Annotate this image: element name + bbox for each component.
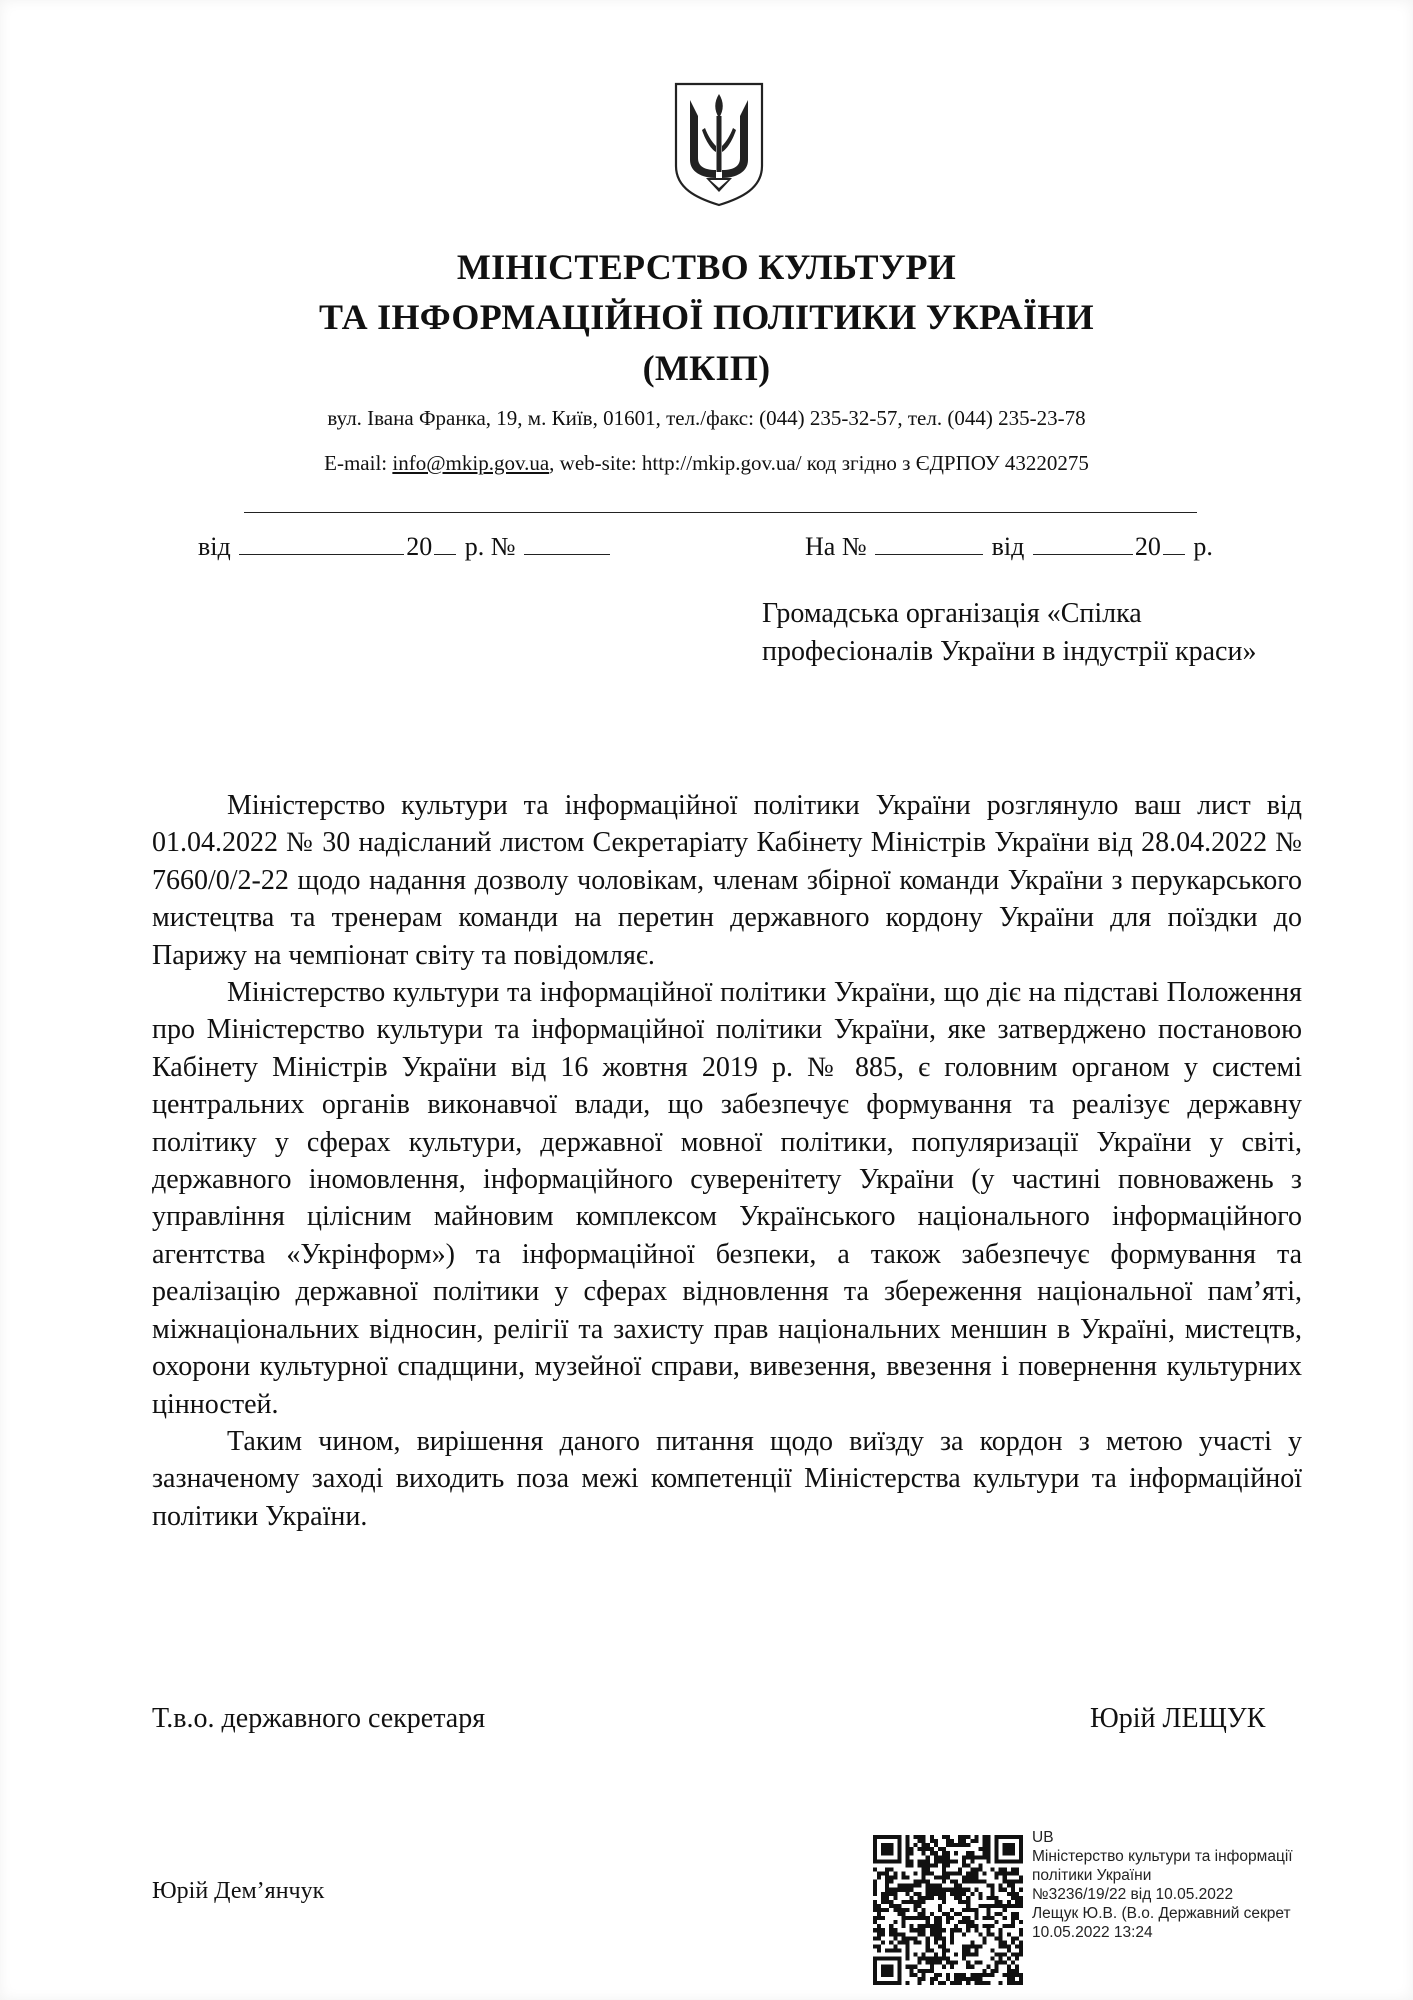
email-label: E-mail: bbox=[324, 451, 393, 475]
stamp-org-line1: Міністерство культури та інформації bbox=[1032, 1848, 1293, 1865]
body-paragraph-1: Міністерство культури та інформаційної політики України розглянуло ваш лист від 01.04.2022 № 30 надісланий листом Секретаріату Кабінету Міністрів України від 28.04.2022 № 7660/0/2-22 щодо надання дозволу чоловікам, членам збірної команди України з перукарського мистецтва та тренерам команди на перетин державного кордону України для поїздки до Парижу на чемпіонат світу та повідомляє. bbox=[152, 790, 1302, 971]
body-paragraph-2: Міністерство культури та інформаційної політики України, що діє на підставі Положення про Міністерство культури та інформаційної політики України, яке затверджено постановою Кабінету Міністрів України від 16 жовтня 2019 р. № 885, є головним органом у системі центральних органів виконавчої влади, що забезпечує формування та реалізує державну політику у сферах культури, державної мовної політики, популяризації України у світі, державного іномовлення, інформаційного суверенітету України (у частині повноважень з управління цілісним майновим комплексом Українського національного інформаційного агентства «Укрінформ») та інформаційної безпеки, а також забезпечує формування та реалізацію державної політики у сферах відновлення та збереження національної пам’яті, міжнаціональних відносин, релігії та захисту прав національних меншин в Україні, мистецтв, охорони культурної спадщини, музейної справи, вивезення, ввезення і повернення культурних цінностей. bbox=[152, 977, 1302, 1420]
ministry-abbreviation: (МКІП) bbox=[642, 348, 771, 388]
number-blank bbox=[524, 532, 610, 555]
header-divider bbox=[244, 512, 1197, 513]
outgoing-reference bbox=[198, 532, 612, 562]
signatory-name: Юрій ЛЕЩУК bbox=[1090, 1703, 1266, 1734]
date-blank bbox=[239, 532, 404, 555]
year-prefix: 20 bbox=[406, 532, 433, 561]
stamp-org-line2: політики України bbox=[1032, 1867, 1152, 1884]
qr-code-icon bbox=[873, 1835, 1023, 1985]
reply-date-blank bbox=[1033, 532, 1133, 555]
reply-year-blank bbox=[1163, 532, 1185, 555]
reply-number-blank bbox=[875, 532, 983, 555]
contact-line bbox=[0, 451, 1413, 476]
email-link[interactable]: info@mkip.gov.ua bbox=[392, 451, 550, 475]
year-blank bbox=[434, 532, 456, 555]
executor-name: Юрій Дем’янчук bbox=[152, 1878, 325, 1904]
registration-stamp bbox=[1032, 1828, 1362, 1942]
stamp-signer: Лещук Ю.В. (В.о. Державний секрет bbox=[1032, 1905, 1291, 1922]
letter-body bbox=[152, 787, 1302, 1535]
number-label: р. № bbox=[458, 532, 516, 561]
from-label: від bbox=[198, 532, 231, 561]
trident-coat-of-arms-icon bbox=[672, 80, 766, 208]
reply-year-prefix: 20 bbox=[1134, 532, 1161, 561]
ministry-address: вул. Івана Франка, 19, м. Київ, 01601, тел./факс: (044) 235-32-57, тел. (044) 235-23-78 bbox=[327, 406, 1086, 430]
stamp-code: UB bbox=[1032, 1829, 1054, 1846]
ministry-name-line2: ТА ІНФОРМАЦІЙНОЇ ПОЛІТИКИ УКРАЇНИ bbox=[319, 297, 1094, 337]
body-paragraph-3: Таким чином, вирішення даного питання щодо виїзду за кордон з метою участі у зазначеному заході виходить поза межі компетенції Міністерства культури та інформаційної політики України. bbox=[152, 1425, 1302, 1532]
ministry-name-line1: МІНІСТЕРСТВО КУЛЬТУРИ bbox=[456, 247, 957, 287]
stamp-timestamp: 10.05.2022 13:24 bbox=[1032, 1924, 1153, 1941]
incoming-reference bbox=[805, 532, 1213, 562]
recipient-address: Громадська організація «Спілка професіоналів України в індустрії краси» bbox=[762, 598, 1257, 667]
reply-from-label: від bbox=[991, 532, 1025, 561]
reply-number-label: На № bbox=[805, 532, 867, 561]
stamp-registration-number: №3236/19/22 від 10.05.2022 bbox=[1032, 1886, 1234, 1903]
website-and-code: , web-site: http://mkip.gov.ua/ код згідно з ЄДРПОУ 43220275 bbox=[549, 451, 1089, 475]
reply-year-suffix: р. bbox=[1186, 532, 1213, 561]
signatory-position: Т.в.о. державного секретаря bbox=[152, 1703, 486, 1734]
